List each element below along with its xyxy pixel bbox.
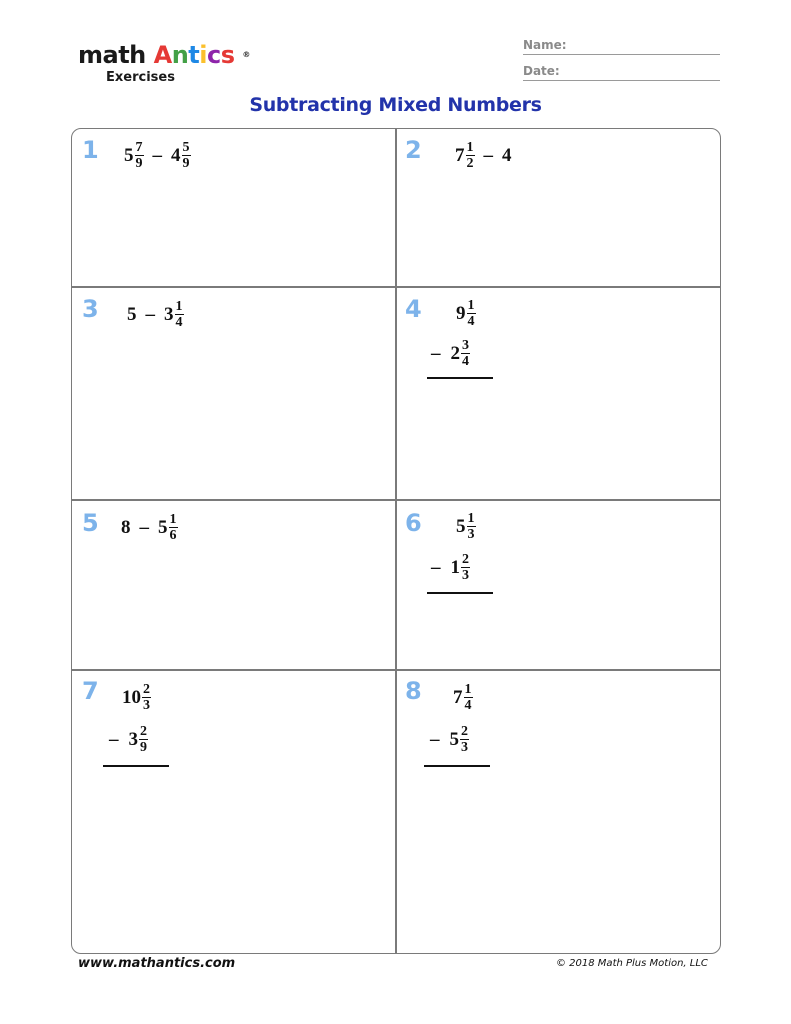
registered-mark: ® bbox=[242, 50, 250, 59]
problem-2-expression bbox=[455, 140, 512, 171]
problem-4-minuend bbox=[456, 298, 476, 329]
problem-3-expression bbox=[127, 299, 184, 330]
problem-7-subtrahend bbox=[109, 724, 148, 755]
problem-8-minuend bbox=[453, 682, 473, 713]
whole-number: 5 bbox=[127, 303, 137, 325]
fraction: $\frac{1}{3}$ bbox=[467, 511, 475, 542]
problem-1-expression bbox=[124, 140, 191, 171]
whole-number: 5 bbox=[158, 516, 168, 538]
minus-sign: – bbox=[152, 144, 162, 166]
logo-antics-text bbox=[154, 41, 243, 69]
minus-sign: – bbox=[431, 556, 441, 578]
fraction: $\frac{1}{4}$ bbox=[175, 299, 183, 330]
fraction: $\frac{2}{9}$ bbox=[140, 724, 147, 755]
problem-number: 6 bbox=[405, 509, 422, 537]
answer-line bbox=[103, 765, 169, 767]
grid-divider-vertical bbox=[395, 129, 397, 953]
logo-letter: n bbox=[171, 41, 189, 69]
minus-sign: – bbox=[483, 144, 493, 166]
problem-5-expression bbox=[121, 512, 178, 543]
problem-8-subtrahend bbox=[430, 724, 469, 755]
fraction: $\frac{1}{4}$ bbox=[467, 298, 475, 329]
minus-sign: – bbox=[109, 728, 119, 750]
fraction: $\frac{1}{4}$ bbox=[464, 682, 472, 713]
whole-number: 7 bbox=[455, 144, 465, 166]
footer-url[interactable]: www.mathantics.com bbox=[78, 956, 236, 971]
fraction: $\frac{2}{3}$ bbox=[462, 552, 469, 583]
logo-letter: s bbox=[220, 41, 235, 69]
whole-number: 4 bbox=[502, 144, 512, 166]
name-label: Name: bbox=[523, 38, 567, 52]
problem-number: 1 bbox=[82, 136, 99, 164]
fraction: $\frac{2}{3}$ bbox=[143, 682, 150, 713]
page-title: Subtracting Mixed Numbers bbox=[249, 94, 542, 116]
grid-divider-horizontal bbox=[72, 669, 720, 671]
minus-sign: – bbox=[430, 728, 440, 750]
fraction: $\frac{1}{2}$ bbox=[466, 140, 474, 171]
fraction: $\frac{2}{3}$ bbox=[461, 724, 468, 755]
grid-divider-horizontal bbox=[72, 499, 720, 501]
date-label: Date: bbox=[523, 64, 560, 78]
problem-7-minuend bbox=[122, 682, 151, 713]
date-field[interactable] bbox=[523, 63, 720, 81]
whole-number: 5 bbox=[124, 144, 134, 166]
logo-letter: t bbox=[188, 41, 200, 69]
minus-sign: – bbox=[431, 342, 441, 364]
minus-sign: – bbox=[145, 303, 155, 325]
problem-number: 2 bbox=[405, 136, 422, 164]
whole-number: 9 bbox=[456, 302, 466, 324]
answer-line bbox=[424, 765, 490, 767]
whole-number: 4 bbox=[171, 144, 181, 166]
problem-number: 4 bbox=[405, 295, 422, 323]
name-field[interactable] bbox=[523, 37, 720, 55]
problem-6-minuend bbox=[456, 511, 476, 542]
answer-line bbox=[427, 377, 493, 379]
logo-subtitle: Exercises bbox=[106, 70, 175, 85]
whole-number: 3 bbox=[164, 303, 174, 325]
problem-4-subtrahend bbox=[431, 338, 470, 369]
answer-line bbox=[427, 592, 493, 594]
problem-number: 7 bbox=[82, 677, 99, 705]
whole-number: 8 bbox=[121, 516, 131, 538]
math-antics-logo bbox=[78, 40, 250, 90]
whole-number: 2 bbox=[450, 342, 460, 364]
whole-number: 7 bbox=[453, 686, 463, 708]
problem-number: 5 bbox=[82, 509, 99, 537]
logo-letter: i bbox=[199, 41, 208, 69]
whole-number: 3 bbox=[128, 728, 138, 750]
problem-number: 8 bbox=[405, 677, 422, 705]
whole-number: 10 bbox=[122, 686, 141, 708]
fraction: $\frac{7}{9}$ bbox=[135, 140, 143, 171]
fraction: $\frac{1}{6}$ bbox=[169, 512, 177, 543]
problem-6-subtrahend bbox=[431, 552, 470, 583]
footer-copyright: © 2018 Math Plus Motion, LLC bbox=[556, 958, 708, 969]
logo-math-text: math bbox=[78, 41, 146, 69]
whole-number: 5 bbox=[449, 728, 459, 750]
fraction: $\frac{5}{9}$ bbox=[182, 140, 190, 171]
grid-divider-horizontal bbox=[72, 286, 720, 288]
logo-letter: A bbox=[153, 41, 172, 69]
logo-letter: c bbox=[207, 41, 221, 69]
whole-number: 5 bbox=[456, 515, 466, 537]
fraction: $\frac{3}{4}$ bbox=[462, 338, 469, 369]
whole-number: 1 bbox=[450, 556, 460, 578]
problem-number: 3 bbox=[82, 295, 99, 323]
minus-sign: – bbox=[139, 516, 149, 538]
